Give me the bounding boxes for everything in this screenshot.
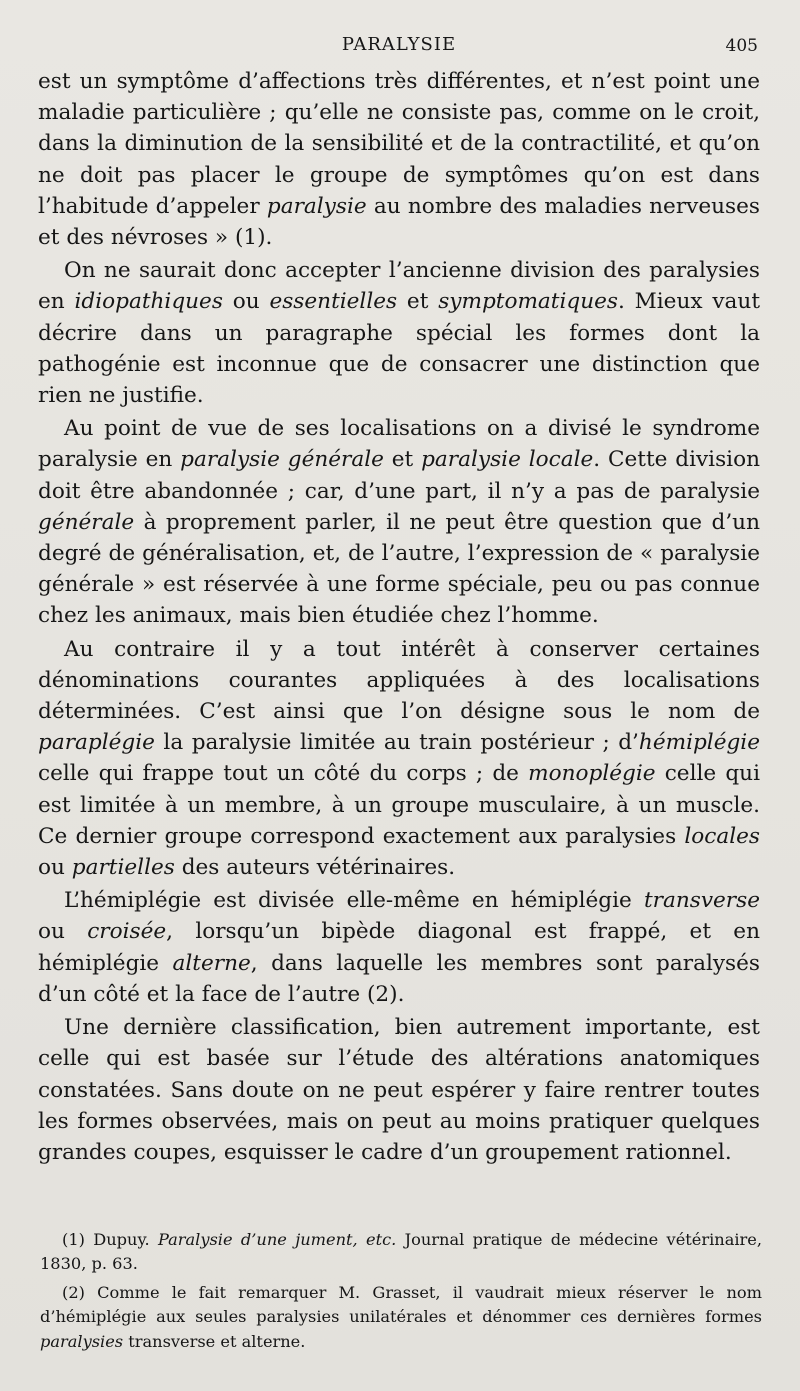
text-run: ou xyxy=(38,919,88,945)
italic-text: locales xyxy=(684,823,760,849)
italic-text: partielles xyxy=(71,855,175,881)
text-run: au nombre des maladies nerveuses et des névroses » (1). xyxy=(38,193,760,251)
text-run: . Cette division doit être abandonnée ; car, d’une part, il n’y a pas de paralysie xyxy=(38,447,760,504)
text-run: et xyxy=(397,289,439,315)
italic-text: paralysies xyxy=(40,1331,124,1351)
italic-text: paraplégie xyxy=(38,730,155,756)
text-run: Une dernière classification, bien autrement importante, est celle qui est basée sur l’étude des altérations anatomiques constatées. Sans doute on ne peut espérer y faire rentrer toutes les formes observées, mais on peut au moins pratiquer quelques grandes coupes, esquisser le cadre d’un groupement rationnel. xyxy=(38,1015,760,1165)
italic-text: symptomatiques xyxy=(438,289,618,315)
text-run: (1) Dupuy. xyxy=(62,1230,158,1249)
text-run: est un symptôme d’affections très différentes, et n’est point une maladie particulière ; qu’elle ne consiste pas, comme on le croit, dans la diminution de la sensibilité et de la contractilité, et qu’on ne doit pas placer le groupe de symptômes qu’on est dans l’habitude d’appeler xyxy=(38,69,760,219)
text-run: Au contraire il y a tout intérêt à conserver certaines dénominations courantes appliquées à des localisations déterminées. C’est ainsi que l’on désigne sous le nom de xyxy=(38,636,760,725)
text-run: Au point de vue de ses localisations on a divisé le syndrome paralysie en xyxy=(38,416,760,473)
paragraph xyxy=(38,66,760,253)
italic-text: croisée xyxy=(87,919,167,945)
italic-text: monoplégie xyxy=(528,761,656,787)
italic-text: essentielles xyxy=(269,289,398,315)
italic-text: paralysie xyxy=(266,193,367,219)
text-run: la paralysie limitée au train postérieur ; d’ xyxy=(154,730,639,756)
italic-text: hémiplégie xyxy=(638,730,760,756)
text-run: transverse et alterne. xyxy=(123,1331,306,1351)
text-run: (2) Comme le fait remarquer M. Grasset, il vaudrait mieux réserver le nom d’hémiplégie aux seules paralysies unilatérales et dénommer ces dernières formes xyxy=(40,1282,762,1327)
body-text xyxy=(38,66,760,1168)
italic-text: Paralysie d’une jument, etc. xyxy=(157,1230,397,1249)
paragraph xyxy=(38,885,760,1010)
text-run: Journal pratique de médecine vétérinaire, 1830, p. 63. xyxy=(40,1230,762,1274)
page-number: 405 xyxy=(725,36,758,56)
text-run: et xyxy=(383,447,422,473)
paragraph xyxy=(38,255,760,411)
page-header xyxy=(40,34,758,62)
text-run: , lorsqu’un bipède diagonal est frappé, et en hémiplégie xyxy=(38,919,760,976)
text-run: L’hémiplégie est divisée elle-même en hémiplégie xyxy=(64,888,644,914)
text-run: des auteurs vétérinaires. xyxy=(174,855,456,881)
text-run: , dans laquelle les membres sont paralysés d’un côté et la face de l’autre (2). xyxy=(38,950,760,1007)
text-run: On ne saurait donc accepter l’ancienne division des paralysies en xyxy=(38,258,760,315)
italic-text: paralysie générale xyxy=(180,447,384,473)
text-run: ou xyxy=(38,855,72,881)
italic-text: paralysie locale xyxy=(421,447,594,473)
paragraph xyxy=(38,634,760,884)
text-run: celle qui est limitée à un membre, à un groupe musculaire, à un muscle. Ce dernier groupe correspond exactement aux paralysies xyxy=(38,761,760,849)
paragraph xyxy=(38,413,760,631)
footnote xyxy=(40,1281,762,1354)
text-run: . Mieux vaut décrire dans un paragraphe spécial les formes dont la pathogénie est inconnue que de consacrer une distinction que rien ne justifie. xyxy=(38,289,760,409)
italic-text: transverse xyxy=(643,888,760,914)
italic-text: générale xyxy=(38,509,135,535)
text-run: ou xyxy=(222,289,270,315)
paragraph xyxy=(38,1012,760,1168)
text-run: à proprement parler, il ne peut être question que d’un degré de généralisation, et, de l’autre, l’expression de « paralysie générale » est réservée à une forme spéciale, peu ou pas connue chez les animaux, mais bien étudiée chez l’homme. xyxy=(38,509,760,629)
footnote xyxy=(40,1228,762,1277)
footnotes xyxy=(40,1228,762,1354)
text-run: celle qui frappe tout un côté du corps ; de xyxy=(38,761,529,787)
running-title: PARALYSIE xyxy=(341,34,457,55)
italic-text: idiopathiques xyxy=(74,289,223,315)
italic-text: alterne xyxy=(172,950,251,976)
